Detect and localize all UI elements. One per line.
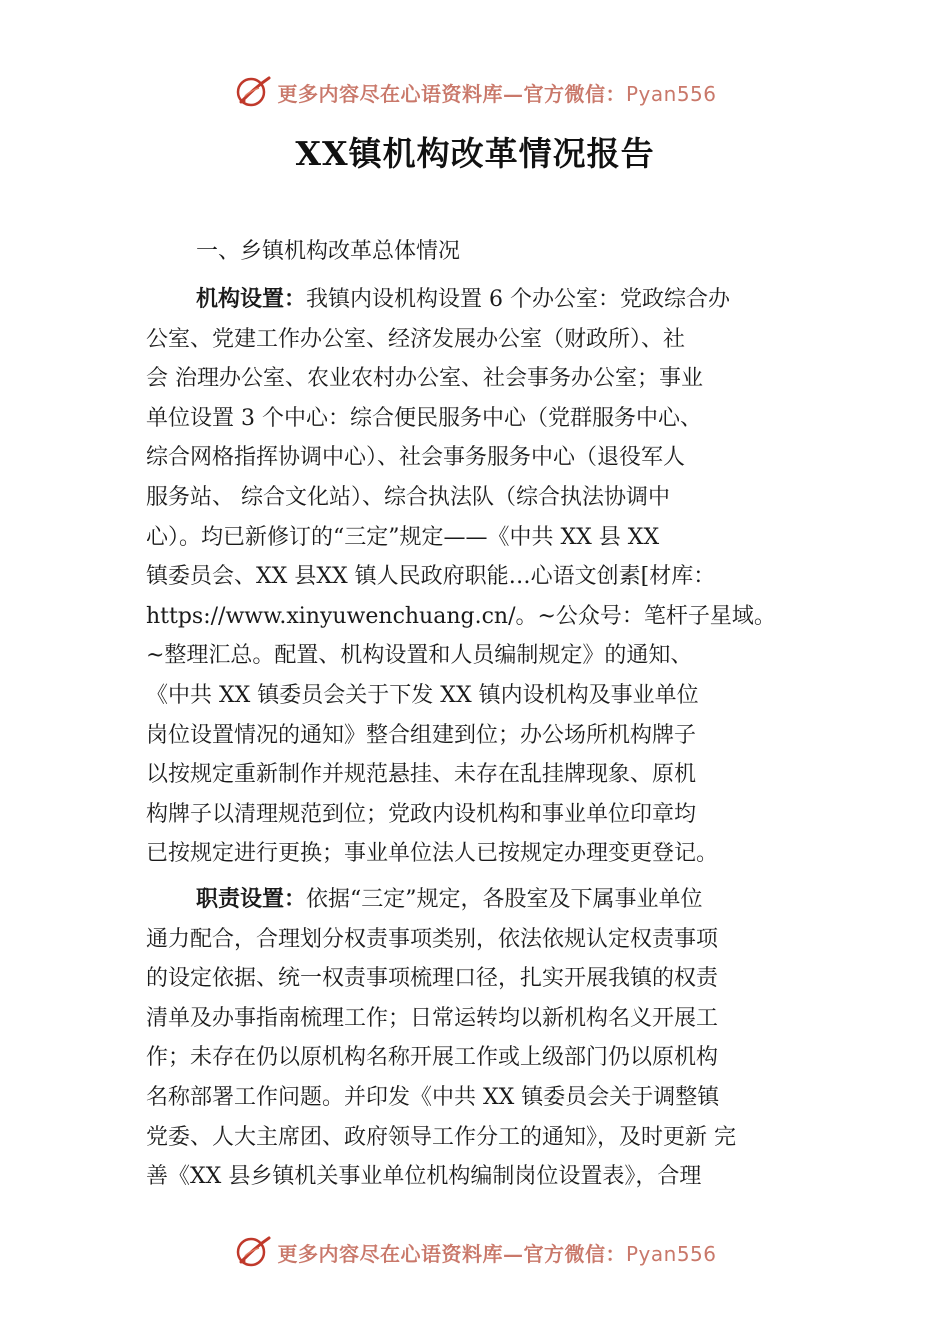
paragraph-line: 岗位设置情况的通知》整合组建到位；办公场所机构牌子 bbox=[146, 722, 697, 748]
brush-logo-icon bbox=[233, 74, 273, 110]
watermark-text: 更多内容尽在心语资料库—官方微信：Pyan556 bbox=[277, 1241, 717, 1266]
paragraph-line: 职责设置：依据“三定”规定，各股室及下属事业单位 bbox=[196, 887, 703, 912]
brush-logo-icon bbox=[233, 1234, 273, 1270]
paragraph-line: 已按规定进行更换；事业单位法人已按规定办理变更登记。 bbox=[146, 841, 719, 867]
paragraph-line: 以按规定重新制作并规范悬挂、未存在乱挂牌现象、原机 bbox=[146, 762, 697, 788]
paragraph-line-url: https://www.xinyuwenchuang.cn/。~公众号：笔杆子星域。 bbox=[146, 603, 776, 629]
paragraph-line: 《中共 XX 镇委员会关于下发 XX 镇内设机构及事业单位 bbox=[146, 682, 699, 708]
paragraph-line: ~整理汇总。配置、机构设置和人员编制规定》的通知、 bbox=[146, 643, 693, 669]
paragraph-line: 名称部署工作问题。并印发《中共 XX 镇委员会关于调整镇 bbox=[146, 1084, 720, 1110]
section-heading: 一、乡镇机构改革总体情况 bbox=[196, 239, 461, 264]
paragraph-line: 单位设置 3 个中心：综合便民服务中心（党群服务中心、 bbox=[146, 405, 702, 431]
document-title: XX镇机构改革情况报告 bbox=[295, 134, 655, 173]
paragraph-line: 善《XX 县乡镇机关事业单位机构编制岗位设置表》，合理 bbox=[146, 1164, 702, 1190]
paragraph-line: 综合网格指挥协调中心）、社会事务服务中心（退役军人 bbox=[146, 445, 686, 471]
paragraph-line: 镇委员会、XX 县XX 镇人民政府职能…心语文创素[材库： bbox=[146, 564, 716, 590]
paragraph-institution-setup bbox=[146, 280, 816, 874]
paragraph-line: 构牌子以清理规范到位；党政内设机构和事业单位印章均 bbox=[146, 801, 697, 827]
paragraph-lead: 机构设置： bbox=[196, 287, 307, 312]
paragraph-line: 心）。均已新修订的“三定”规定——《中共 XX 县 XX bbox=[146, 524, 660, 550]
watermark-banner-bottom bbox=[0, 1232, 950, 1272]
watermark-banner-top bbox=[0, 72, 950, 112]
paragraph-line: 机构设置：我镇内设机构设置 6 个办公室：党政综合办 bbox=[196, 287, 731, 312]
paragraph-line: 的设定依据、统一权责事项梳理口径，扎实开展我镇的权责 bbox=[146, 966, 719, 992]
paragraph-lead: 职责设置： bbox=[196, 887, 307, 912]
paragraph-line: 公室、党建工作办公室、经济发展办公室（财政所）、社 bbox=[146, 326, 686, 352]
paragraph-line: 服务站、 综合文化站）、综合执法队（综合执法协调中 bbox=[146, 484, 670, 510]
paragraph-line: 党委、人大主席团、政府领导工作分工的通知》，及时更新 完 bbox=[146, 1124, 736, 1150]
paragraph-line: 作；未存在仍以原机构名称开展工作或上级部门仍以原机构 bbox=[146, 1045, 719, 1071]
paragraph-line: 通力配合，合理划分权责事项类别，依法依规认定权责事项 bbox=[146, 926, 719, 952]
paragraph-line: 清单及办事指南梳理工作；日常运转均以新机构名义开展工 bbox=[146, 1005, 719, 1031]
paragraph-line: 会 治理办公室、农业农村办公室、社会事务办公室；事业 bbox=[146, 366, 703, 392]
watermark-text: 更多内容尽在心语资料库—官方微信：Pyan556 bbox=[277, 81, 717, 106]
paragraph-duty-setup bbox=[146, 880, 816, 1197]
